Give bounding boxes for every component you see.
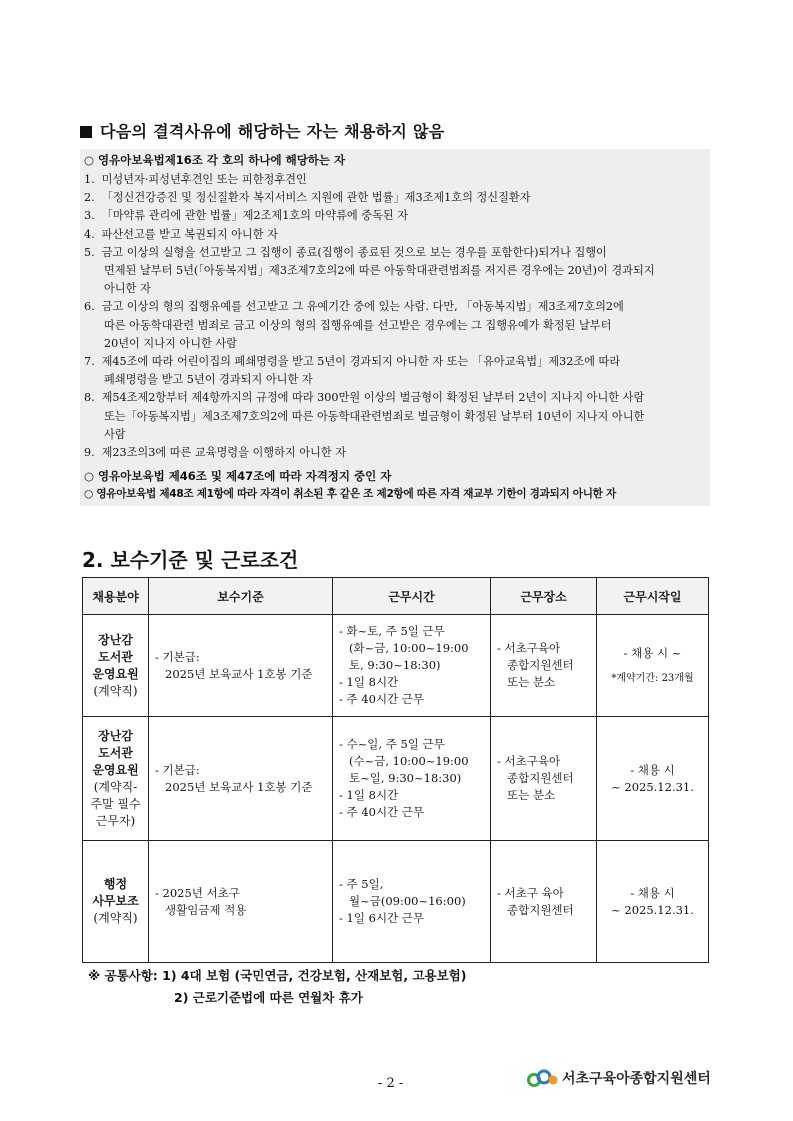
disqualification-item-3 bbox=[84, 209, 408, 223]
disqualification-item-2 bbox=[84, 191, 531, 205]
table-row bbox=[83, 841, 709, 963]
start-line: - 채용 시 ~ bbox=[623, 645, 682, 660]
hours-line: 토, 9:30~18:30) bbox=[349, 658, 441, 672]
item-number: 9. bbox=[84, 446, 95, 459]
cell-pay bbox=[149, 717, 333, 841]
header-pay: 보수기준 bbox=[149, 578, 333, 615]
pay-line: 2025년 보육교사 1호봉 기준 bbox=[165, 779, 313, 794]
footer-logo bbox=[527, 1068, 711, 1088]
cell-field bbox=[83, 717, 149, 841]
black-square-icon bbox=[80, 126, 92, 138]
item-text: 따른 아동학대관련 범죄로 금고 이상의 형의 집행유예를 선고받은 경우에는 그 집행유예가 확정된 날부터 bbox=[104, 318, 612, 332]
cell-pay bbox=[149, 841, 333, 963]
pay-line: - 2025년 서초구 bbox=[155, 885, 240, 900]
table-header-row bbox=[83, 578, 709, 615]
hours-line: (화~금, 10:00~19:00 bbox=[349, 641, 469, 655]
item-number: 3. bbox=[84, 209, 95, 223]
place-line: 종합지원센터 bbox=[507, 902, 574, 917]
field-name-line: 장난감 bbox=[98, 728, 133, 743]
disqualification-item-7 bbox=[84, 355, 620, 369]
hours-line: 토~일, 9:30~18:30) bbox=[349, 771, 462, 785]
place-line: - 서초구 육아 bbox=[497, 885, 564, 900]
disqualification-heading-3: ○ 영유아보육법 제48조 제1항에 따라 자격이 취소된 후 같은 조 제2항에 따른 자격 재교부 기한이 경과되지 아니한 자 bbox=[84, 488, 616, 500]
field-name-line: 행정 bbox=[103, 877, 128, 891]
pay-line: - 기본급: bbox=[155, 649, 200, 664]
hours-line: - 주 40시간 근무 bbox=[339, 805, 425, 819]
table-row bbox=[83, 615, 709, 717]
disqualification-heading-1: ○ 영유아보육법제16조 각 호의 하나에 해당하는 자 bbox=[84, 153, 346, 167]
hours-line: - 1일 6시간 근무 bbox=[339, 911, 425, 925]
table-row bbox=[83, 717, 709, 841]
disqualification-item-8 bbox=[84, 391, 644, 405]
disqualification-item-4 bbox=[84, 228, 278, 242]
item-text: 폐쇄명령을 받고 5년이 경과되지 아니한 자 bbox=[104, 373, 313, 387]
hours-line: - 주 40시간 근무 bbox=[339, 692, 425, 706]
place-line: 종합지원센터 bbox=[507, 658, 574, 672]
item-text: 금고 이상의 실형을 선고받고 그 집행이 종료(집행이 종료된 것으로 보는 경우를 포함한다)되거나 집행이 bbox=[101, 245, 607, 259]
start-line: - 채용 시 bbox=[630, 762, 675, 777]
hours-line: - 화~토, 주 5일 근무 bbox=[339, 624, 445, 638]
field-name-line: 장난감 bbox=[98, 632, 133, 647]
field-name-line: 도서관 bbox=[98, 649, 133, 664]
disqualification-item-6-line-2 bbox=[84, 319, 611, 333]
pay-line: - 기본급: bbox=[155, 762, 200, 777]
start-line: - 채용 시 bbox=[630, 885, 675, 900]
place-line: 또는 분소 bbox=[507, 788, 556, 802]
pay-conditions-table bbox=[82, 577, 709, 963]
hours-line: (수~금, 10:00~19:00 bbox=[349, 754, 469, 768]
item-text: 제23조의3에 따른 교육명령을 이행하지 아니한 자 bbox=[101, 446, 347, 459]
field-note-line: (계약직) bbox=[93, 911, 138, 925]
disqualification-item-5-line-3 bbox=[84, 282, 151, 296]
item-text: 아니한 자 bbox=[104, 282, 151, 296]
disqualification-item-8-line-3 bbox=[84, 428, 126, 442]
item-text: 제45조에 따라 어린이집의 폐쇄명령을 받고 5년이 경과되지 아니한 자 또는 「유아교육법」제32조에 따라 bbox=[101, 355, 621, 368]
cell-pay bbox=[149, 615, 333, 717]
item-text: 파산선고를 받고 복권되지 아니한 자 bbox=[101, 227, 278, 241]
disqualification-item-9 bbox=[84, 446, 346, 460]
field-note-line: 주말 필수 bbox=[90, 796, 141, 811]
cell-place bbox=[491, 841, 597, 963]
organization-name: 서초구육아종합지원센터 bbox=[562, 1071, 711, 1087]
table-body bbox=[83, 615, 709, 963]
header-hours: 근무시간 bbox=[333, 578, 491, 615]
field-note-line: 근무자) bbox=[95, 813, 136, 828]
section-2-title: 2. 보수기준 및 근로조건 bbox=[82, 548, 299, 572]
item-number: 7. bbox=[84, 355, 95, 368]
place-line: 종합지원센터 bbox=[507, 771, 574, 785]
page-number: - 2 - bbox=[378, 1076, 404, 1091]
cell-hours bbox=[333, 841, 491, 963]
item-number: 8. bbox=[84, 391, 95, 405]
common-note-1: ※ 공통사항: 1) 4대 보험 (국민연금, 건강보험, 산재보험, 고용보험) bbox=[88, 968, 467, 983]
disqualification-box bbox=[80, 149, 710, 506]
pay-line: 2025년 보육교사 1호봉 기준 bbox=[165, 666, 313, 681]
disqualification-heading-2: ○ 영유아보육법 제46조 및 제47조에 따라 자격정지 중인 자 bbox=[84, 469, 392, 483]
disqualification-item-5 bbox=[84, 246, 607, 260]
item-text: 사람 bbox=[104, 427, 126, 441]
cell-field bbox=[83, 615, 149, 717]
place-line: - 서초구육아 bbox=[497, 641, 561, 655]
hours-line: - 주 5일, bbox=[339, 877, 384, 891]
disqualification-item-6-line-3 bbox=[84, 337, 237, 351]
item-number: 1. bbox=[84, 173, 95, 186]
cell-place bbox=[491, 717, 597, 841]
start-line: ~ 2025.12.31. bbox=[611, 779, 694, 794]
disqualification-item-7-line-2 bbox=[84, 373, 313, 387]
item-text: 「정신건강증진 및 정신질환자 복지서비스 지원에 관한 법률」제3조제1호의 정신질환자 bbox=[101, 191, 531, 205]
organization-logo-icon bbox=[527, 1068, 559, 1088]
field-name-line: 운영요원 bbox=[92, 666, 139, 681]
place-line: 또는 분소 bbox=[507, 675, 556, 689]
item-number: 4. bbox=[84, 227, 95, 241]
item-text: 미성년자·피성년후견인 또는 피한정후견인 bbox=[101, 173, 307, 186]
disqualification-item-5-line-2 bbox=[84, 264, 655, 278]
cell-start bbox=[597, 717, 709, 841]
item-number: 6. bbox=[84, 300, 95, 314]
cell-hours bbox=[333, 615, 491, 717]
cell-hours bbox=[333, 717, 491, 841]
item-text: 면제된 날부터 5년(「아동복지법」제3조제7호의2에 따른 아동학대관련범죄를 저지른 경우에는 20년)이 경과되지 bbox=[104, 264, 655, 277]
hours-line: 월~금(09:00~16:00) bbox=[349, 894, 466, 908]
disqualification-item-8-line-2 bbox=[84, 410, 644, 424]
pay-line: 생활임금제 적용 bbox=[165, 902, 247, 917]
field-note-line: (계약직- bbox=[93, 779, 138, 794]
item-text: 20년이 지나지 아니한 사람 bbox=[104, 336, 237, 350]
item-number: 2. bbox=[84, 191, 95, 205]
start-line: *계약기간: 23개월 bbox=[611, 672, 694, 684]
common-notes bbox=[88, 965, 466, 1009]
field-name-line: 도서관 bbox=[98, 745, 133, 760]
item-text: 금고 이상의 형의 집행유예를 선고받고 그 유예기간 중에 있는 사람. 다만, 「아동복지법」제3조제7호의2에 bbox=[101, 300, 624, 314]
cell-start bbox=[597, 615, 709, 717]
hours-line: - 1일 8시간 bbox=[339, 675, 399, 689]
disqualification-title: 다음의 결격사유에 해당하는 자는 채용하지 않음 bbox=[80, 119, 444, 142]
disqualification-item-6 bbox=[84, 300, 624, 314]
hours-line: - 수~일, 주 5일 근무 bbox=[339, 737, 445, 751]
field-name-line: 운영요원 bbox=[92, 762, 139, 777]
item-text: 또는「아동복지법」제3조제7호의2에 따른 아동학대관련범죄로 벌금형이 확정된 날부터 10년이 지나지 아니한 bbox=[104, 409, 645, 423]
start-line: ~ 2025.12.31. bbox=[611, 902, 694, 917]
field-name-line: 사무보조 bbox=[92, 894, 139, 908]
cell-start bbox=[597, 841, 709, 963]
item-number: 5. bbox=[84, 245, 95, 259]
header-start: 근무시작일 bbox=[597, 578, 709, 615]
place-line: - 서초구육아 bbox=[497, 754, 561, 768]
header-place: 근무장소 bbox=[491, 578, 597, 615]
item-text: 「마약류 관리에 관한 법률」제2조제1호의 마약류에 중독된 자 bbox=[101, 209, 409, 223]
disqualification-item-1 bbox=[84, 173, 307, 187]
hours-line: - 1일 8시간 bbox=[339, 788, 399, 802]
cell-place bbox=[491, 615, 597, 717]
cell-field bbox=[83, 841, 149, 963]
field-note-line: (계약직) bbox=[93, 683, 138, 698]
header-field: 채용분야 bbox=[83, 578, 149, 615]
common-note-2: 2) 근로기준법에 따른 연월차 휴가 bbox=[174, 990, 363, 1005]
item-text: 제54조제2항부터 제4항까지의 규정에 따라 300만원 이상의 벌금형이 확정된 날부터 2년이 지나지 아니한 사람 bbox=[101, 391, 645, 405]
